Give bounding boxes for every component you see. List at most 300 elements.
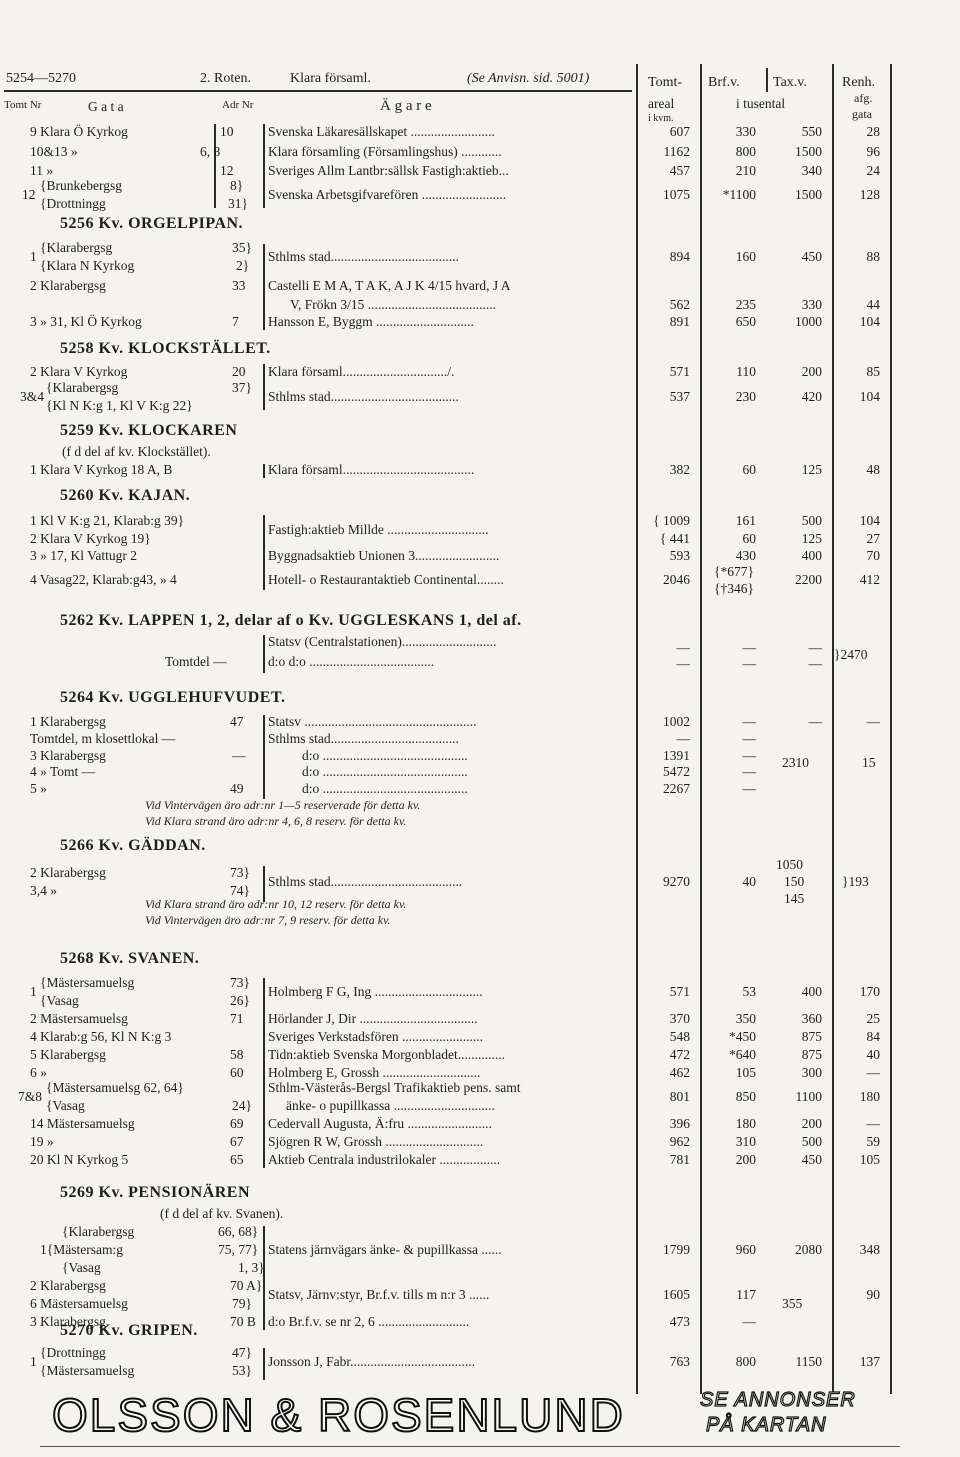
entry-text: {Vasag bbox=[62, 1260, 101, 1275]
entry-text: {Vasag bbox=[46, 1098, 85, 1113]
value-cell: 1500 bbox=[795, 187, 822, 202]
col-tomtareal-3: i kvm. bbox=[648, 113, 674, 124]
entry-text: 58 bbox=[230, 1047, 244, 1062]
reservation-note: Vid Vintervägen äro adr:nr 7, 9 reserv. för detta kv. bbox=[145, 913, 391, 927]
value-cell: 330 bbox=[735, 124, 756, 139]
bracket-value: 355 bbox=[782, 1296, 803, 1311]
value-cell: 60 bbox=[742, 531, 756, 546]
entry-text: 6, 8 bbox=[200, 144, 221, 159]
entry-text: Hansson E, Byggm ............................. bbox=[268, 314, 474, 329]
entry-text: 20 Kl N Kyrkog 5 bbox=[30, 1152, 129, 1167]
entry-text: 2 Klarabergsg bbox=[30, 1278, 106, 1293]
value-cell: — bbox=[866, 1116, 880, 1131]
value-cell: 24 bbox=[866, 163, 880, 178]
entry-text: 3,4 » bbox=[30, 883, 57, 898]
entry-text: (f d del af kv. Svanen). bbox=[160, 1206, 284, 1221]
value-cell: 53 bbox=[742, 984, 756, 999]
value-cell: — bbox=[742, 640, 756, 655]
entry-text: Fastigh:aktieb Millde .............................. bbox=[268, 522, 489, 537]
entry-text: 4 Vasag22, Klarab:g43, » 4 bbox=[30, 572, 177, 587]
entry-text: 1 Klara V Kyrkog 18 A, B bbox=[30, 462, 173, 477]
entry-text: 35} bbox=[232, 240, 252, 255]
entry-text: {Drottningg bbox=[40, 196, 106, 211]
value-cell: 125 bbox=[801, 462, 822, 477]
value-cell: 9270 bbox=[663, 874, 690, 889]
value-cell: 450 bbox=[801, 249, 822, 264]
value-cell: 800 bbox=[735, 144, 756, 159]
col-i-tusental: i tusental bbox=[736, 96, 786, 111]
entry-text: 5 » bbox=[30, 781, 47, 796]
value-cell: 104 bbox=[859, 513, 880, 528]
entry-text: Tomtdel — bbox=[165, 654, 227, 669]
entry-text: 4 » Tomt — bbox=[30, 764, 96, 779]
value-cell: 571 bbox=[669, 364, 690, 379]
entry-text: 1, 3} bbox=[238, 1260, 265, 1275]
entry-text: Sveriges Allm Lantbr:sällsk Fastigh:aktieb... bbox=[268, 163, 509, 178]
roten-label: 2. Roten. bbox=[200, 71, 251, 86]
value-cell: 137 bbox=[859, 1354, 880, 1369]
value-cell: 593 bbox=[669, 548, 690, 563]
owner-column-rule bbox=[263, 244, 265, 330]
entry-text: 3 » 31, Kl Ö Kyrkog bbox=[30, 314, 142, 329]
entry-text: {Klarabergsg bbox=[40, 240, 113, 255]
value-cell: 650 bbox=[735, 314, 756, 329]
owner-column-rule bbox=[263, 1226, 265, 1330]
value-cell: — bbox=[808, 640, 822, 655]
value-cell: 891 bbox=[669, 314, 690, 329]
value-cell: 88 bbox=[866, 249, 880, 264]
entry-text: Holmberg F G, Ing ................................ bbox=[268, 984, 483, 999]
entry-text: 65 bbox=[230, 1152, 244, 1167]
value-cell: 1162 bbox=[663, 144, 690, 159]
value-cell: 25 bbox=[866, 1011, 880, 1026]
entry-text: 10 bbox=[220, 124, 234, 139]
entry-text: (f d del af kv. Klockstället). bbox=[62, 444, 211, 459]
entry-text: 2 Klarabergsg bbox=[30, 278, 106, 293]
value-cell: 85 bbox=[866, 364, 880, 379]
col-renh-2: afg. bbox=[854, 91, 873, 105]
col-renh-3: gata bbox=[852, 107, 872, 121]
entry-text: Castelli E M A, T A K, A J K 4/15 hvard, J A bbox=[268, 278, 511, 293]
value-cell: 1799 bbox=[663, 1242, 690, 1257]
value-cell: 801 bbox=[669, 1089, 690, 1104]
value-cell: 40 bbox=[742, 874, 756, 889]
entry-text: 69 bbox=[230, 1116, 244, 1131]
entry-text: 67 bbox=[230, 1134, 244, 1149]
value-cell: 2080 bbox=[795, 1242, 822, 1257]
bracket-value: 2310 bbox=[782, 755, 809, 770]
entry-text: 49 bbox=[230, 781, 244, 796]
owner-column-rule bbox=[263, 978, 265, 1168]
value-cell: 5472 bbox=[663, 764, 690, 779]
bracket-value: 150 bbox=[784, 874, 805, 889]
value-cell: 2200 bbox=[795, 572, 822, 587]
value-cell: — bbox=[866, 714, 880, 729]
bracket-value: {*677} bbox=[714, 564, 754, 579]
value-cell: 60 bbox=[742, 462, 756, 477]
entry-text: d:o ........................................... bbox=[302, 764, 468, 779]
value-cell: 330 bbox=[801, 297, 822, 312]
block-heading: 5260 Kv. KAJAN. bbox=[60, 487, 191, 504]
entry-text: {Drottningg bbox=[40, 1345, 106, 1360]
entry-text: Hörlander J, Dir ................................... bbox=[268, 1011, 478, 1026]
value-cell: 210 bbox=[735, 163, 756, 178]
entry-text: Svenska Arbetsgifvarefören ......................... bbox=[268, 187, 507, 202]
block-heading: 5258 Kv. KLOCKSTÄLLET. bbox=[60, 340, 271, 357]
entry-text: Klara församl.............................../. bbox=[268, 364, 455, 379]
value-cell: { 1009 bbox=[653, 513, 690, 528]
value-cell: 462 bbox=[669, 1065, 690, 1080]
header-rule bbox=[4, 90, 632, 92]
owner-column-rule bbox=[263, 364, 265, 410]
entry-text: Sthlms stad...................................... bbox=[268, 731, 459, 746]
value-cell: — bbox=[808, 714, 822, 729]
entry-text: Byggnadsaktieb Unionen 3......................... bbox=[268, 548, 500, 563]
entry-text: 47} bbox=[232, 1345, 252, 1360]
bracket-value: 1050 bbox=[776, 857, 803, 872]
value-cell: 104 bbox=[859, 314, 880, 329]
entry-text: Aktieb Centrala industrilokaler .................. bbox=[268, 1152, 501, 1167]
advert-tagline-2: PÅ KARTAN bbox=[706, 1414, 827, 1436]
block-heading: 5269 Kv. PENSIONÄREN bbox=[60, 1184, 251, 1201]
value-cell: 850 bbox=[735, 1089, 756, 1104]
entry-text: {Vasag bbox=[40, 993, 79, 1008]
entry-text: 1 Klarabergsg bbox=[30, 714, 106, 729]
column-rule bbox=[890, 64, 892, 1394]
entry-text: 2 Klara V Kyrkog bbox=[30, 364, 128, 379]
col-gata: G a t a bbox=[88, 99, 124, 114]
value-cell: 360 bbox=[801, 1011, 822, 1026]
entry-text: d:o ........................................... bbox=[302, 748, 468, 763]
value-cell: 170 bbox=[859, 984, 880, 999]
value-cell: — bbox=[742, 781, 756, 796]
value-cell: 420 bbox=[801, 389, 822, 404]
value-cell: — bbox=[676, 640, 690, 655]
bracket-value: 145 bbox=[784, 891, 805, 906]
entry-text: Hotell- o Restaurantaktieb Continental........ bbox=[268, 572, 504, 587]
entry-text: 70 A} bbox=[230, 1278, 263, 1293]
block-heading: 5270 Kv. GRIPEN. bbox=[60, 1322, 198, 1339]
value-cell: 571 bbox=[669, 984, 690, 999]
entry-text: 8} bbox=[230, 178, 244, 193]
entry-text: {Klarabergsg bbox=[46, 380, 119, 395]
value-cell: 110 bbox=[736, 364, 756, 379]
entry-text: Klara församl....................................... bbox=[268, 462, 475, 477]
value-cell: — bbox=[742, 656, 756, 671]
bracket-value: {†346} bbox=[714, 581, 754, 596]
value-cell: 800 bbox=[735, 1354, 756, 1369]
value-cell: 27 bbox=[866, 531, 880, 546]
value-cell: 500 bbox=[801, 1134, 822, 1149]
value-cell: 310 bbox=[735, 1134, 756, 1149]
value-cell: 125 bbox=[801, 531, 822, 546]
entry-text: 7&8 bbox=[18, 1089, 43, 1104]
value-cell: 1000 bbox=[795, 314, 822, 329]
entry-text: 2 Klarabergsg bbox=[30, 865, 106, 880]
value-cell: 400 bbox=[801, 548, 822, 563]
value-cell: *450 bbox=[729, 1029, 756, 1044]
value-cell: 40 bbox=[866, 1047, 880, 1062]
entry-text: Sthlms stad...................................... bbox=[268, 389, 459, 404]
value-cell: 235 bbox=[735, 297, 756, 312]
entry-text: 10&13 » bbox=[30, 144, 78, 159]
entry-text: 74} bbox=[230, 883, 250, 898]
value-cell: 2267 bbox=[663, 781, 690, 796]
owner-column-rule bbox=[263, 124, 265, 208]
value-cell: 430 bbox=[735, 548, 756, 563]
advert-tagline-1: SE ANNONSER bbox=[700, 1389, 856, 1411]
entry-text: Statsv, Järnv:styr, Br.f.v. tills m n:r 3 ...... bbox=[268, 1287, 490, 1302]
entry-text: 31} bbox=[228, 196, 248, 211]
value-cell: — bbox=[742, 1314, 756, 1329]
value-cell: 96 bbox=[866, 144, 880, 159]
value-cell: 763 bbox=[669, 1354, 690, 1369]
entry-text: Statsv (Centralstationen)............................ bbox=[268, 634, 497, 649]
entry-text: 19 » bbox=[30, 1134, 54, 1149]
entry-text: 1 bbox=[30, 984, 37, 999]
value-cell: 300 bbox=[801, 1065, 822, 1080]
value-cell: 412 bbox=[859, 572, 880, 587]
bracket-value: }193 bbox=[842, 874, 869, 889]
entry-text: Statens järnvägars änke- & pupillkassa ...... bbox=[268, 1242, 502, 1257]
entry-text: Statsv ................................................... bbox=[268, 714, 477, 729]
entry-text: 3 Klarabergsg bbox=[30, 1314, 106, 1329]
entry-text: 79} bbox=[232, 1296, 252, 1311]
bracket-value: 15 bbox=[862, 755, 876, 770]
col-tomt-nr: Tomt Nr bbox=[4, 99, 42, 111]
value-cell: 104 bbox=[859, 389, 880, 404]
entry-text: 6 Mästersamuelsg bbox=[30, 1296, 128, 1311]
value-cell: 894 bbox=[669, 249, 690, 264]
value-cell: 1391 bbox=[663, 748, 690, 763]
value-cell: 161 bbox=[735, 513, 756, 528]
entry-text: 47 bbox=[230, 714, 244, 729]
value-cell: 472 bbox=[669, 1047, 690, 1062]
value-cell: 400 bbox=[801, 984, 822, 999]
value-cell: { 441 bbox=[659, 531, 690, 546]
entry-text: Svenska Läkaresällskapet ......................... bbox=[268, 124, 495, 139]
entry-text: {Klarabergsg bbox=[62, 1224, 135, 1239]
reservation-note: Vid Klara strand äro adr:nr 4, 6, 8 reserv. för detta kv. bbox=[145, 814, 407, 828]
entry-text: {Brunkebergsg bbox=[40, 178, 122, 193]
entry-text: 9 Klara Ö Kyrkog bbox=[30, 124, 128, 139]
value-cell: 473 bbox=[669, 1314, 690, 1329]
adr-column-rule bbox=[214, 124, 216, 208]
entry-text: 66, 68} bbox=[218, 1224, 259, 1239]
parish-label: Klara församl. bbox=[290, 71, 371, 86]
value-cell: 396 bbox=[669, 1116, 690, 1131]
owner-column-rule bbox=[263, 1348, 265, 1380]
value-cell: 180 bbox=[859, 1089, 880, 1104]
col-brfv: Brf.v. bbox=[708, 75, 740, 90]
value-cell: 160 bbox=[735, 249, 756, 264]
value-cell: 1100 bbox=[795, 1089, 822, 1104]
entry-text: 1 Kl V K:g 21, Klarab:g 39} bbox=[30, 513, 185, 528]
entry-text: {Klara N Kyrkog bbox=[40, 258, 135, 273]
value-cell: 105 bbox=[735, 1065, 756, 1080]
value-cell: 550 bbox=[801, 124, 822, 139]
value-cell: 1150 bbox=[795, 1354, 822, 1369]
value-cell: 875 bbox=[801, 1047, 822, 1062]
value-cell: 59 bbox=[866, 1134, 880, 1149]
entry-text: 75, 77} bbox=[218, 1242, 259, 1257]
value-cell: 340 bbox=[801, 163, 822, 178]
entry-text: Tomtdel, m klosettlokal — bbox=[30, 731, 176, 746]
value-cell: 90 bbox=[866, 1287, 880, 1302]
page-range: 5254—5270 bbox=[6, 71, 76, 86]
value-cell: — bbox=[676, 731, 690, 746]
value-cell: 48 bbox=[866, 462, 880, 477]
value-cell: 960 bbox=[735, 1242, 756, 1257]
column-rule bbox=[832, 64, 834, 1394]
entry-text: änke- o pupillkassa .............................. bbox=[286, 1098, 495, 1113]
value-cell: 2046 bbox=[663, 572, 690, 587]
col-tomtareal-1: Tomt- bbox=[648, 75, 683, 90]
entry-text: {Mästersamuelsg bbox=[40, 1363, 135, 1378]
reservation-note: Vid Vintervägen äro adr:nr 1—5 reserverade för detta kv. bbox=[145, 798, 421, 812]
entry-text: — bbox=[232, 748, 246, 763]
value-cell: 200 bbox=[801, 364, 822, 379]
owner-column-rule bbox=[263, 715, 265, 799]
entry-text: 37} bbox=[232, 380, 252, 395]
entry-text: 70 B bbox=[230, 1314, 256, 1329]
col-adr-nr: Adr Nr bbox=[222, 99, 254, 111]
entry-text: 1 bbox=[30, 249, 37, 264]
col-agare: Ä g a r e bbox=[380, 98, 432, 114]
entry-text: Sthlm-Västerås-Bergsl Trafikaktieb pens. samt bbox=[268, 1080, 521, 1095]
entry-text: 73} bbox=[230, 975, 250, 990]
instruction-ref: (Se Anvisn. sid. 5001) bbox=[467, 71, 590, 86]
entry-text: 14 Mästersamuelsg bbox=[30, 1116, 135, 1131]
value-cell: 105 bbox=[859, 1152, 880, 1167]
block-heading: 5262 Kv. LAPPEN 1, 2, delar af o Kv. UGGLESKANS 1, del af. bbox=[60, 612, 522, 629]
value-cell: 70 bbox=[866, 548, 880, 563]
entry-text: Sveriges Verkstadsfören ........................ bbox=[268, 1029, 483, 1044]
col-tomtareal-2: areal bbox=[648, 96, 675, 111]
entry-text: Jonsson J, Fabr..................................... bbox=[268, 1354, 476, 1369]
bracket-value: }2470 bbox=[834, 647, 868, 662]
block-heading: 5266 Kv. GÄDDAN. bbox=[60, 837, 206, 854]
entry-text: 6 » bbox=[30, 1065, 47, 1080]
entry-text: 2 Mästersamuelsg bbox=[30, 1011, 128, 1026]
value-cell: 781 bbox=[669, 1152, 690, 1167]
entry-text: 26} bbox=[230, 993, 250, 1008]
entry-text: {Mästersamuelsg bbox=[40, 975, 135, 990]
entry-text: d:o d:o ..................................... bbox=[268, 654, 435, 669]
value-cell: — bbox=[742, 748, 756, 763]
entry-text: 12 bbox=[220, 163, 234, 178]
value-cell: 370 bbox=[669, 1011, 690, 1026]
entry-text: 60 bbox=[230, 1065, 244, 1080]
entry-text: 2} bbox=[236, 258, 250, 273]
value-cell: — bbox=[808, 656, 822, 671]
advert-brand: OLSSON & ROSENLUND bbox=[52, 1389, 625, 1441]
col-taxv: Tax.v. bbox=[773, 75, 807, 90]
value-cell: 230 bbox=[735, 389, 756, 404]
value-cell: 200 bbox=[801, 1116, 822, 1131]
value-cell: 348 bbox=[859, 1242, 880, 1257]
value-cell: 1075 bbox=[663, 187, 690, 202]
block-heading: 5268 Kv. SVANEN. bbox=[60, 950, 200, 967]
value-cell: 84 bbox=[866, 1029, 880, 1044]
entry-text: 3&4 bbox=[20, 389, 45, 404]
col-renh-1: Renh. bbox=[842, 75, 876, 90]
entry-text: 3 » 17, Kl Vattugr 2 bbox=[30, 548, 137, 563]
entry-text: 1 bbox=[30, 1354, 37, 1369]
value-cell: — bbox=[866, 1065, 880, 1080]
entry-text: 3 Klarabergsg bbox=[30, 748, 106, 763]
entry-text: 5 Klarabergsg bbox=[30, 1047, 106, 1062]
entry-text: Tidn:aktieb Svenska Morgonbladet.............. bbox=[268, 1047, 505, 1062]
value-cell: 1002 bbox=[663, 714, 690, 729]
value-cell: 450 bbox=[801, 1152, 822, 1167]
value-cell: 1500 bbox=[795, 144, 822, 159]
entry-text: V, Frökn 3/15 ...................................... bbox=[290, 297, 497, 312]
entry-text: Sjögren R W, Grossh ............................. bbox=[268, 1134, 484, 1149]
entry-text: 11 » bbox=[30, 163, 54, 178]
entry-text: 1{Mästersam:g bbox=[40, 1242, 123, 1257]
entry-text: 4 Klarab:g 56, Kl N K:g 3 bbox=[30, 1029, 172, 1044]
value-cell: 180 bbox=[735, 1116, 756, 1131]
value-cell: 457 bbox=[669, 163, 690, 178]
entry-text: {Kl N K:g 1, Kl V K:g 22} bbox=[46, 398, 193, 413]
value-cell: 962 bbox=[669, 1134, 690, 1149]
value-cell: — bbox=[742, 764, 756, 779]
entry-text: 73} bbox=[230, 865, 250, 880]
entry-text: 7 bbox=[232, 314, 239, 329]
entry-text: d:o ........................................... bbox=[302, 781, 468, 796]
entry-text: Sthlms stad...................................... bbox=[268, 249, 459, 264]
value-cell: *1100 bbox=[722, 187, 756, 202]
entry-text: Sthlms stad....................................... bbox=[268, 874, 463, 889]
value-cell: 128 bbox=[859, 187, 880, 202]
reservation-note: Vid Klara strand äro adr:nr 10, 12 reserv. för detta kv. bbox=[145, 897, 407, 911]
footer-rule bbox=[40, 1446, 900, 1447]
owner-column-rule bbox=[263, 515, 265, 590]
value-cell: 28 bbox=[866, 124, 880, 139]
value-cell: — bbox=[742, 714, 756, 729]
block-heading: 5259 Kv. KLOCKAREN bbox=[60, 422, 238, 439]
entry-text: d:o Br.f.v. se nr 2, 6 ........................... bbox=[268, 1314, 470, 1329]
value-cell: 200 bbox=[735, 1152, 756, 1167]
column-rule bbox=[766, 68, 768, 92]
entry-text: Holmberg E, Grossh ............................. bbox=[268, 1065, 481, 1080]
owner-column-rule bbox=[263, 464, 265, 478]
value-cell: 382 bbox=[669, 462, 690, 477]
entry-text: Klara församling (Församlingshus) ............ bbox=[268, 144, 502, 159]
value-cell: 607 bbox=[669, 124, 690, 139]
entry-text: 20 bbox=[232, 364, 246, 379]
value-cell: 537 bbox=[669, 389, 690, 404]
value-cell: 548 bbox=[669, 1029, 690, 1044]
entry-text: 12 bbox=[22, 187, 36, 202]
value-cell: 350 bbox=[735, 1011, 756, 1026]
value-cell: — bbox=[676, 656, 690, 671]
column-rule bbox=[636, 64, 638, 1394]
value-cell: 500 bbox=[801, 513, 822, 528]
entry-text: 53} bbox=[232, 1363, 252, 1378]
value-cell: — bbox=[742, 731, 756, 746]
entry-text: 33 bbox=[232, 278, 246, 293]
entry-text: {Mästersamuelsg 62, 64} bbox=[46, 1080, 184, 1095]
value-cell: *640 bbox=[729, 1047, 756, 1062]
entry-text: Cedervall Augusta, Ä:fru ......................... bbox=[268, 1116, 492, 1131]
entry-text: 24} bbox=[232, 1098, 252, 1113]
entry-text: 2 Klara V Kyrkog 19} bbox=[30, 531, 151, 546]
value-cell: 562 bbox=[669, 297, 690, 312]
block-heading: 5256 Kv. ORGELPIPAN. bbox=[60, 215, 244, 232]
column-rule bbox=[700, 64, 702, 1394]
